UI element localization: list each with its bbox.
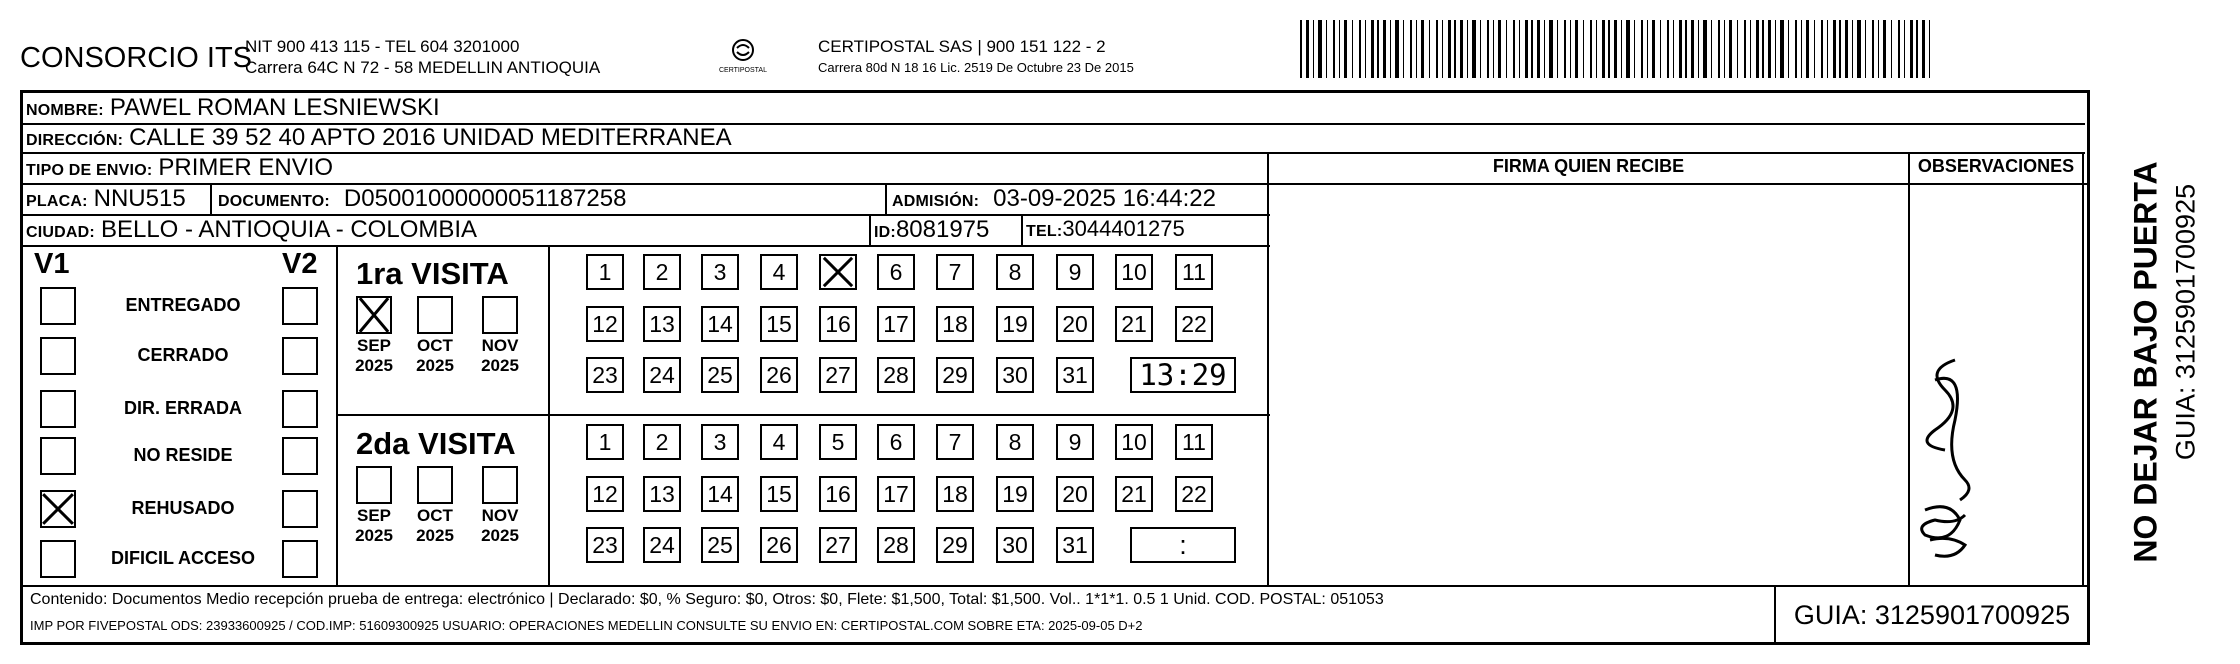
documento-label: DOCUMENTO: (218, 193, 330, 210)
v2-checkbox-dir-errada[interactable] (282, 390, 318, 428)
visit2-day-13[interactable]: 13 (643, 476, 681, 512)
visit1-day-3[interactable]: 3 (701, 254, 739, 290)
id-value: 8081975 (895, 216, 990, 243)
v1-header: V1 (34, 248, 70, 280)
visit1-month-label: SEP 2025 (355, 336, 393, 375)
visit2-day-16[interactable]: 16 (819, 476, 857, 512)
visit1-day-9[interactable]: 9 (1056, 254, 1094, 290)
visit1-day-21[interactable]: 21 (1115, 306, 1153, 342)
imp-line: IMP POR FIVEPOSTAL ODS: 23933600925 / COD.IMP: 51609300925 USUARIO: OPERACIONES MEDELLIN CONSULTE SU ENVIO EN: CERTIPOSTAL.COM SOBRE ETA: 2025-09-05 D+2 (30, 618, 1143, 633)
visit2-day-10[interactable]: 10 (1115, 424, 1153, 460)
direccion-label: DIRECCIÓN: (26, 132, 124, 149)
reason-label: NO RESIDE (133, 445, 233, 465)
visit2-day-15[interactable]: 15 (760, 476, 798, 512)
placa-value: NNU515 (93, 185, 186, 212)
visit2-day-12[interactable]: 12 (586, 476, 624, 512)
visit1-day-26[interactable]: 26 (760, 357, 798, 393)
v2-header: V2 (282, 248, 318, 280)
visit2-day-21[interactable]: 21 (1115, 476, 1153, 512)
visit2-day-7[interactable]: 7 (936, 424, 974, 460)
visit1-time-field[interactable]: 13:29 (1130, 357, 1236, 393)
id-label: ID: (874, 224, 896, 241)
visit2-day-26[interactable]: 26 (760, 527, 798, 563)
admision-value: 03-09-2025 16:44:22 (993, 185, 1216, 212)
nombre-value: PAWEL ROMAN LESNIEWSKI (109, 94, 440, 121)
visit2-day-3[interactable]: 3 (701, 424, 739, 460)
visit1-day-13[interactable]: 13 (643, 306, 681, 342)
admision-row (892, 185, 1216, 213)
contenido-line: Contenido: Documentos Medio recepción prueba de entrega: electrónico | Declarado: $0, % Seguro: $0, Otros: $0, Flete: $1,500, Total: $1,500. Vol.. 1*1*1. 0.5 1 Unid. COD. POSTAL: 051053 (30, 591, 1384, 608)
placa-label: PLACA: (26, 193, 88, 210)
company-info (245, 36, 600, 78)
v1-checkbox-dificil-acceso[interactable] (40, 540, 76, 578)
visit1-day-16[interactable]: 16 (819, 306, 857, 342)
visit1-month-label: NOV 2025 (481, 336, 519, 375)
visit1-day-4[interactable]: 4 (760, 254, 798, 290)
no-dejar-bajo-puerta: NO DEJAR BAJO PUERTA (2127, 161, 2164, 563)
guia-number: GUIA: 3125901700925 (1774, 585, 2090, 645)
side-guia: GUIA: 3125901700925 (2170, 183, 2201, 461)
visit1-title: 1ra VISITA (356, 256, 509, 291)
visit2-title: 2da VISITA (356, 426, 516, 461)
visit1-day-1[interactable]: 1 (586, 254, 624, 290)
visit2-month-checkbox-oct[interactable] (417, 466, 453, 504)
v1-checkbox-rehusado[interactable] (40, 490, 76, 528)
visit2-day-22[interactable]: 22 (1175, 476, 1213, 512)
visit2-day-27[interactable]: 27 (819, 527, 857, 563)
ciudad-value: BELLO - ANTIOQUIA - COLOMBIA (100, 216, 478, 243)
v2-checkbox-rehusado[interactable] (282, 490, 318, 528)
visit2-day-18[interactable]: 18 (936, 476, 974, 512)
visit1-day-7[interactable]: 7 (936, 254, 974, 290)
direccion-row (26, 124, 732, 152)
visit1-day-28[interactable]: 28 (877, 357, 915, 393)
visit1-day-24[interactable]: 24 (643, 357, 681, 393)
visit2-month-label: NOV 2025 (481, 506, 519, 545)
visit1-day-6[interactable]: 6 (877, 254, 915, 290)
visit1-day-18[interactable]: 18 (936, 306, 974, 342)
documento-row (218, 185, 626, 213)
visit1-day-31[interactable]: 31 (1056, 357, 1094, 393)
visit1-day-25[interactable]: 25 (701, 357, 739, 393)
visit2-day-31[interactable]: 31 (1056, 527, 1094, 563)
visit2-day-28[interactable]: 28 (877, 527, 915, 563)
visit2-day-25[interactable]: 25 (701, 527, 739, 563)
barcode (1300, 20, 1932, 78)
certipostal-logo (718, 36, 768, 80)
v1-checkbox-dir-errada[interactable] (40, 390, 76, 428)
visit2-day-2[interactable]: 2 (643, 424, 681, 460)
visit2-month-checkbox-sep[interactable] (356, 466, 392, 504)
tipo-envio-row (26, 154, 333, 182)
cert-line: CERTIPOSTAL SAS | 900 151 122 - 2 (818, 37, 1106, 56)
tel-row (1026, 216, 1185, 242)
tel-label: TEL: (1026, 223, 1063, 240)
v1-checkbox-entregado[interactable] (40, 287, 76, 325)
visit1-day-29[interactable]: 29 (936, 357, 974, 393)
visit2-day-24[interactable]: 24 (643, 527, 681, 563)
firma-header: FIRMA QUIEN RECIBE (1492, 156, 1685, 176)
visit2-day-9[interactable]: 9 (1056, 424, 1094, 460)
certipostal-info (818, 36, 1134, 78)
v2-checkbox-no-reside[interactable] (282, 437, 318, 475)
cert-address: Carrera 80d N 18 16 Lic. 2519 De Octubre 23 De 2015 (818, 60, 1134, 75)
id-row (874, 216, 989, 244)
placa-row (26, 185, 186, 213)
visit1-day-22[interactable]: 22 (1175, 306, 1213, 342)
observaciones-header: OBSERVACIONES (1917, 156, 2075, 176)
ciudad-label: CIUDAD: (26, 224, 95, 241)
visit1-day-10[interactable]: 10 (1115, 254, 1153, 290)
company-name: CONSORCIO ITS (20, 42, 253, 74)
visit1-day-15[interactable]: 15 (760, 306, 798, 342)
visit2-day-20[interactable]: 20 (1056, 476, 1094, 512)
v2-checkbox-entregado[interactable] (282, 287, 318, 325)
visit2-day-14[interactable]: 14 (701, 476, 739, 512)
visit2-day-6[interactable]: 6 (877, 424, 915, 460)
nit-line: NIT 900 413 115 - TEL 604 3201000 (245, 37, 520, 56)
reason-label: CERRADO (137, 345, 229, 365)
ciudad-row (26, 216, 477, 244)
tipo-envio-value: PRIMER ENVIO (158, 154, 334, 181)
logo-text: CERTIPOSTAL (719, 67, 767, 74)
visit2-day-4[interactable]: 4 (760, 424, 798, 460)
visit2-month-label: OCT 2025 (416, 506, 454, 545)
reason-label: ENTREGADO (125, 295, 241, 315)
visit1-day-12[interactable]: 12 (586, 306, 624, 342)
visit1-day-8[interactable]: 8 (996, 254, 1034, 290)
visit2-day-5[interactable]: 5 (819, 424, 857, 460)
direccion-value: CALLE 39 52 40 APTO 2016 UNIDAD MEDITERRANEA (129, 124, 732, 151)
visit1-day-5[interactable] (819, 254, 857, 290)
v2-checkbox-cerrado[interactable] (282, 337, 318, 375)
visit2-day-1[interactable]: 1 (586, 424, 624, 460)
v1-checkbox-cerrado[interactable] (40, 337, 76, 375)
reason-label: REHUSADO (131, 498, 235, 518)
visit2-month-label: SEP 2025 (355, 506, 393, 545)
visit1-day-11[interactable]: 11 (1175, 254, 1213, 290)
visit1-day-17[interactable]: 17 (877, 306, 915, 342)
visit2-time-field[interactable]: : (1130, 527, 1236, 563)
company-address: Carrera 64C N 72 - 58 MEDELLIN ANTIOQUIA (245, 58, 601, 77)
visit2-month-checkbox-nov[interactable] (482, 466, 518, 504)
visit1-day-23[interactable]: 23 (586, 357, 624, 393)
visit2-day-17[interactable]: 17 (877, 476, 915, 512)
visit2-day-19[interactable]: 19 (996, 476, 1034, 512)
visit1-day-2[interactable]: 2 (643, 254, 681, 290)
visit1-day-20[interactable]: 20 (1056, 306, 1094, 342)
v2-checkbox-dificil-acceso[interactable] (282, 540, 318, 578)
visit1-month-checkbox-oct[interactable] (417, 296, 453, 334)
reason-label: DIR. ERRADA (123, 398, 242, 418)
visit2-day-23[interactable]: 23 (586, 527, 624, 563)
v1-checkbox-no-reside[interactable] (40, 437, 76, 475)
nombre-label: NOMBRE: (26, 102, 104, 119)
tipo-envio-label: TIPO DE ENVIO: (26, 162, 153, 179)
observation-signature (1895, 340, 2015, 570)
admision-label: ADMISIÓN: (892, 193, 980, 210)
visit1-day-19[interactable]: 19 (996, 306, 1034, 342)
visit1-month-checkbox-sep[interactable] (356, 296, 392, 334)
visit2-day-30[interactable]: 30 (996, 527, 1034, 563)
visit2-day-8[interactable]: 8 (996, 424, 1034, 460)
visit1-day-30[interactable]: 30 (996, 357, 1034, 393)
nombre-row (26, 94, 440, 122)
visit1-month-label: OCT 2025 (416, 336, 454, 375)
visit1-day-14[interactable]: 14 (701, 306, 739, 342)
reason-label: DIFICIL ACCESO (110, 548, 255, 568)
visit2-day-11[interactable]: 11 (1175, 424, 1213, 460)
documento-value: D05001000000051187258 (343, 185, 627, 212)
visit2-day-29[interactable]: 29 (936, 527, 974, 563)
visit1-day-27[interactable]: 27 (819, 357, 857, 393)
tel-value: 3044401275 (1062, 216, 1185, 241)
visit1-month-checkbox-nov[interactable] (482, 296, 518, 334)
